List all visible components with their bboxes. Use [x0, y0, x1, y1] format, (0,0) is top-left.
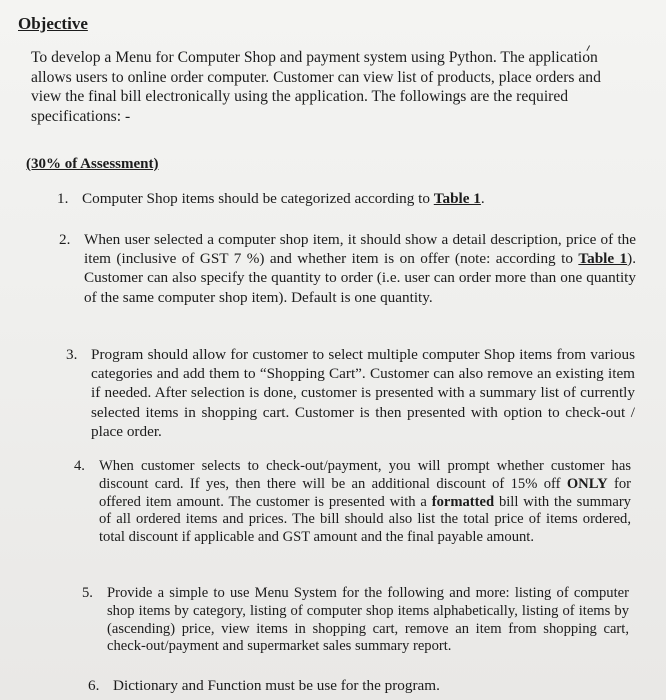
item-number: 6.: [88, 677, 100, 694]
item-number: 1.: [57, 190, 69, 207]
table-ref: Table 1: [433, 190, 481, 207]
spec-item-1: 1. Computer Shop items should be categorized according to Table 1.: [57, 190, 485, 207]
page-title: Objective: [18, 14, 88, 33]
spec-item-2: 2. When user selected a computer shop item, it should show a detail description, price of the item (inclusive of GST 7 %) and whether item is on offer (note: according to Table 1). Customer can also specify the quantity to order (i.e. user can order more than one quantity of the same computer shop item). Default is one quantity.: [59, 231, 636, 306]
spec-item-3: 3. Program should allow for customer to select multiple computer Shop items from various categories and add them to “Shopping Cart”. Customer can also remove an existing item if needed. After selection is done, customer is presented with a summary list of currently selected items in shopping cart. Customer is then presented with option to check-out / place order.: [66, 346, 635, 440]
intro-paragraph: To develop a Menu for Computer Shop and payment system using Python. The application allows users to online order computer. Customer can view list of products, place orders and view the final bill electronically using the application. The followings are the required specifications: -: [31, 49, 601, 125]
item-number: 2.: [59, 231, 71, 248]
emphasis-only: ONLY: [566, 475, 608, 492]
spec-item-6: 6. Dictionary and Function must be use for the program.: [88, 677, 440, 694]
assessment-weight: (30% of Assessment): [26, 156, 159, 172]
item-number: 3.: [66, 346, 78, 363]
item-number: 5.: [82, 585, 93, 601]
spec-item-4: 4. When customer selects to check-out/payment, you will prompt whether customer has discount card. If yes, then there will be an additional discount of 15% off ONLY for offered item amount. The customer is presented with a formatted bill with the summary of all ordered items and prices. The bill should also list the total price of items ordered, total discount if applicable and GST amount and the final payable amount.: [74, 458, 631, 546]
table-ref: Table 1: [578, 250, 628, 268]
emphasis-formatted: formatted: [431, 493, 495, 510]
item-number: 4.: [74, 458, 85, 474]
spec-item-5: 5. Provide a simple to use Menu System for the following and more: listing of computer shop items by category, listing of computer shop items alphabetically, listing of items by (ascending) price, view items in shopping cart, remove an item from shopping cart, check-out/payment and supermarket sales summary report.: [82, 585, 629, 655]
